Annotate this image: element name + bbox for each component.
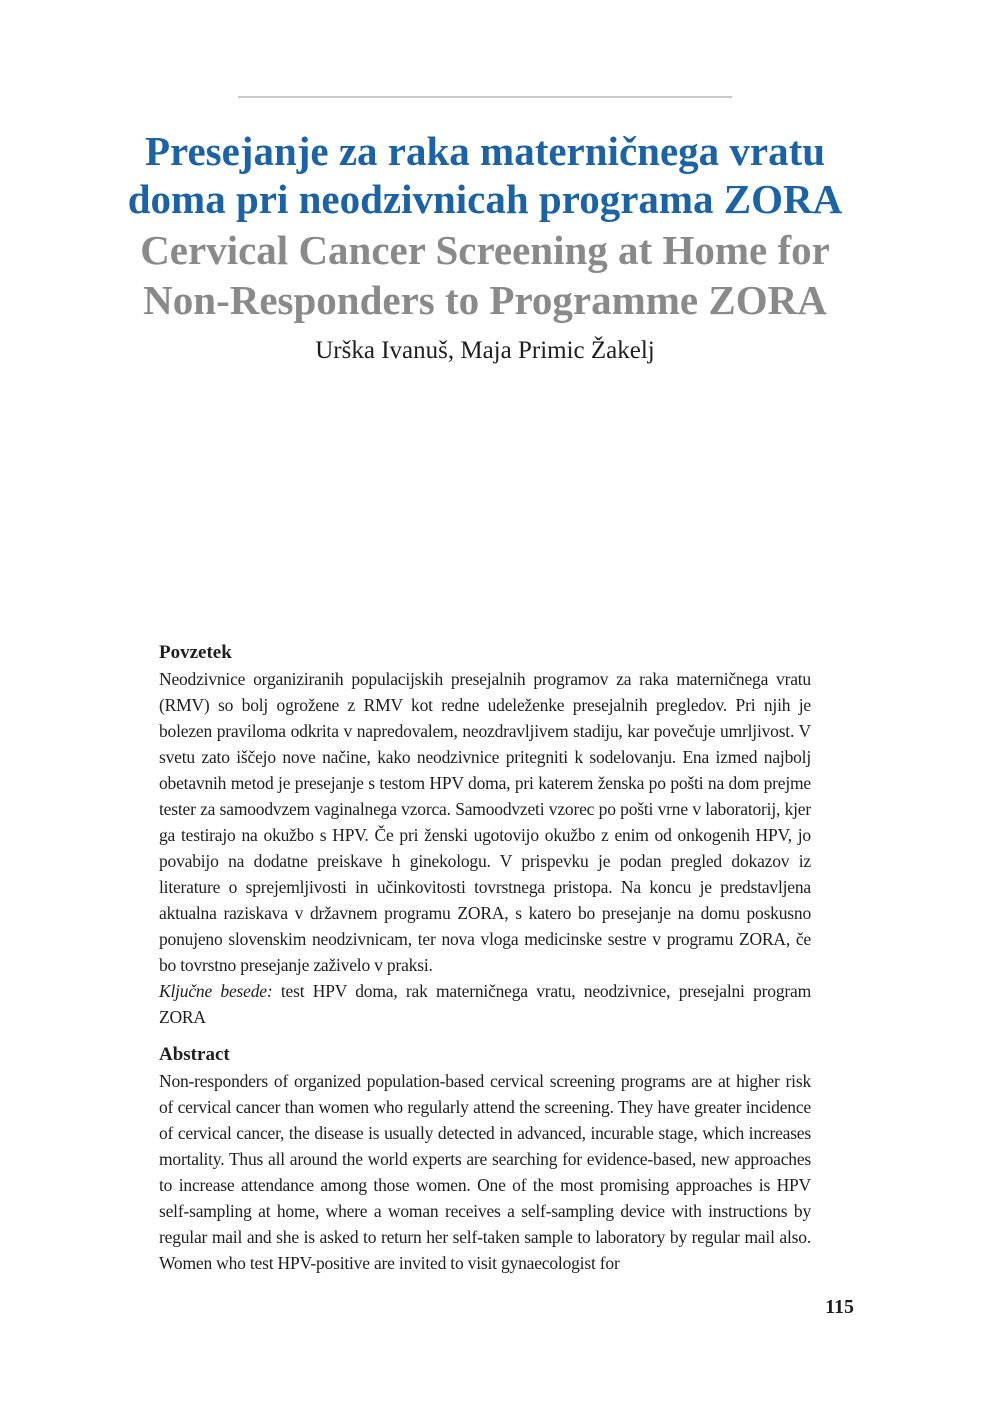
- keywords: [159, 978, 811, 1030]
- keywords-label: Ključne besede:: [159, 981, 273, 1001]
- title-english-line-1: Cervical Cancer Screening at Home for: [140, 227, 830, 273]
- title-slovene-line-1: Presejanje za raka materničnega vratu: [144, 128, 826, 174]
- abstract-section: [159, 1042, 811, 1276]
- povzetek-section: [159, 640, 811, 1030]
- title-english: [60, 225, 910, 325]
- top-rule: [238, 96, 732, 98]
- keywords-text: test HPV doma, rak materničnega vratu, neodzivnice, presejalni program ZORA: [159, 981, 811, 1027]
- page-number: 115: [825, 1296, 854, 1318]
- title-block: [60, 127, 910, 367]
- povzetek-body: Neodzivnice organiziranih populacijskih presejalnih programov za raka materničnega vratu (RMV) so bolj ogrožene z RMV kot redne udeleženke presejalnih pregledov. Pri njih je bolezen praviloma odkrita v napredovalem, neozdravljivem stadiju, kar povečuje umrljivost. V svetu zato iščejo nove načine, kako neodzivnice pritegniti k sodelovanju. Ena izmed najbolj obetavnih metod je presejanje s testom HPV doma, pri katerem ženska po pošti na dom prejme tester za samoodvzem vaginalnega vzorca. Samoodvzeti vzorec po pošti vrne v laboratorij, kjer ga testirajo na okužbo s HPV. Če pri ženski ugotovijo okužbo z enim od onkogenih HPV, jo povabijo na dodatne preiskave h ginekologu. V prispevku je podan pregled dokazov iz literature o sprejemljivosti in učinkovitosti tovrstnega pristopa. Na koncu je predstavljena aktualna raziskava v državnem programu ZORA, s katero bo presejanje na domu poskusno ponujeno slovenskim neodzivnicam, ter nova vloga medicinske sestre v programu ZORA, če bo tovrstno presejanje zaživelo v praksi.: [159, 669, 811, 975]
- title-slovene-line-2: doma pri neodzivnicah programa ZORA: [127, 176, 843, 222]
- authors: Urška Ivanuš, Maja Primic Žakelj: [315, 337, 655, 364]
- title-english-line-2: Non-Responders to Programme ZORA: [143, 277, 827, 323]
- title-slovene: [60, 127, 910, 223]
- povzetek-heading: Povzetek: [159, 642, 232, 663]
- abstract-body: Non-responders of organized population-based cervical screening programs are at higher risk of cervical cancer than women who regularly attend the screening. They have greater incidence of cervical cancer, the disease is usually detected in advanced, incurable stage, which increases mortality. Thus all around the world experts are searching for evidence-based, new approaches to increase attendance among those women. One of the most promising approaches is HPV self-sampling at home, where a woman receives a self-sampling device with instructions by regular mail and she is asked to return her self-taken sample to laboratory by regular mail also. Women who test HPV-positive are invited to visit gynaecologist for: [159, 1071, 811, 1273]
- abstract-heading: Abstract: [159, 1044, 230, 1065]
